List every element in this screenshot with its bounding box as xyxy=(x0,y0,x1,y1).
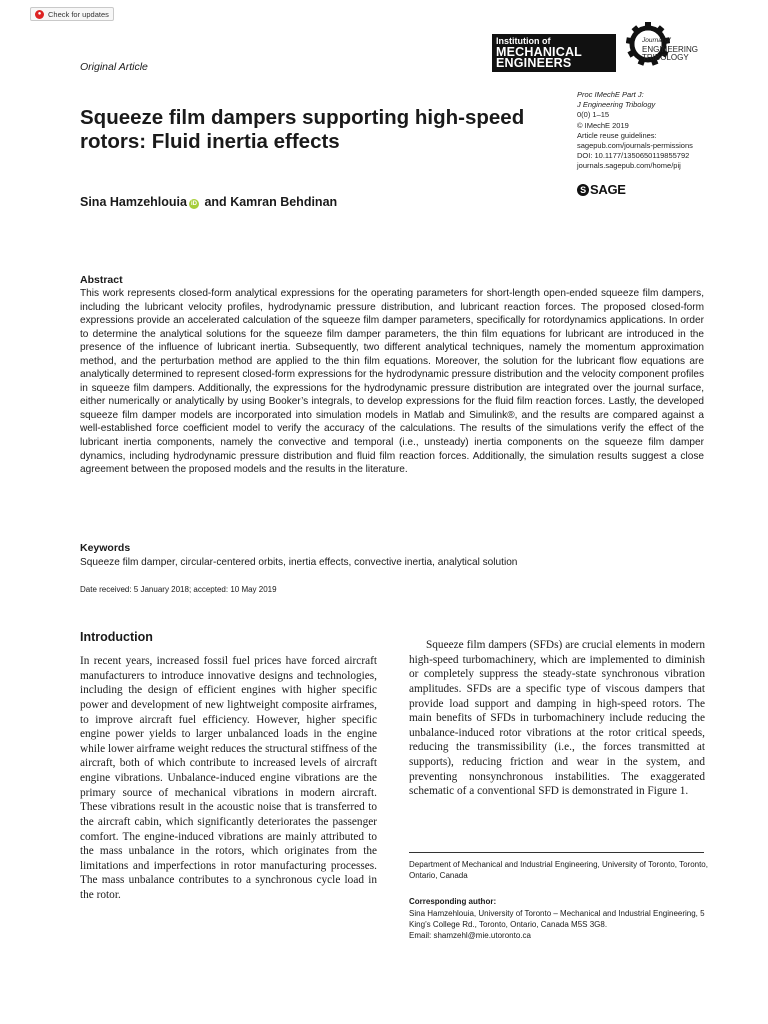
introduction-column-2: Squeeze film dampers (SFDs) are crucial elements in modern high-speed turbomachinery, which are implemented to diminish or completely suppress the steady-state synchronous vibration amplitudes. SFDs are a specific type of viscous dampers that provide load support and damping in high-speed rotors. The main benefits of SFDs in turbomachinery include reducing the unbalance-induced rotor vibrations at the rotor critical speeds, reducing the transmissibility (i.e., the forces transmitted at supports), reducing friction and wear in the system, and preventing nonsynchronous instabilities. The exaggerated schematic of a conventional SFD is demonstrated in Figure 1. xyxy=(409,639,705,798)
corresponding-author-heading: Corresponding author: xyxy=(409,897,497,906)
author-1[interactable]: Sina Hamzehlouia xyxy=(80,195,187,209)
corresponding-author-email[interactable]: Email: shamzehl@mie.utoronto.ca xyxy=(409,931,531,941)
abstract-heading: Abstract xyxy=(80,274,123,286)
corresponding-author-address: Sina Hamzehlouia, University of Toronto – Mechanical and Industrial Engineering, 5 King’s College Rd., Toronto, Ontario, Canada M5S 3G8. xyxy=(409,909,705,930)
abstract-text: This work represents closed-form analytical expressions for the operating parameters for short-length open-ended squeeze film dampers, including the lubricant velocity profiles, hydrodynamic pressure distribution, and lubricant reaction forces. The proposed closed-form expressions provide an accelerated calculation of the squeeze film damper parameters, specifically for rotordynamics applications. In order to determine the analytical solutions for the squeeze film damper parameters, the thin film equations for lubricant are introduced in the presence of the influence of lubricant inertia. Subsequently, two different analytical techniques, namely the momentum approximation method, and the perturbation method are applied to the thin film equations. Moreover, the solution for the lubricant flow equations are analytically determined to represent closed-form expressions for the hydrodynamic pressure distribution and the velocity component profiles in squeeze film dampers. Additionally, the expressions for the hydrodynamic pressure distribution are integrated over the journal surface, either numerically or analytically by using Booker’s integrals, to develop expressions for the fluid film reaction forces. Lastly, the developed squeeze film damper models are incorporated into simulation models in Matlab and Simulink®, and the results are compared against a well-established force coefficient model to verify the accuracy of the calculations. The results of the simulations verify the effect of the lubricant inertia components, namely the convective and temporal (i.e., unsteady) inertia components on the squeeze film damper dynamics, including hydrodynamic pressure distribution and fluid film reaction forces. Additionally, the simulation results suggest a close agreement between the proposed models and the results in the literature. xyxy=(80,288,704,476)
imeche-logo-line2: MECHANICAL xyxy=(496,45,583,59)
keywords-heading: Keywords xyxy=(80,542,131,554)
affiliation: Department of Mechanical and Industrial Engineering, University of Toronto, Toronto, Ontario, Canada xyxy=(409,860,708,881)
journal-logo-line1: Journal of xyxy=(642,37,671,44)
reuse-link[interactable]: sagepub.com/journals-permissions xyxy=(577,141,693,151)
imeche-logo xyxy=(492,34,616,72)
journal-logo xyxy=(642,37,698,63)
update-icon: ● xyxy=(35,10,44,19)
introduction-column-1: In recent years, increased fossil fuel prices have forced aircraft manufacturers to introduce innovative designs and technologies, including the design of efficient engines with higher specific power and development of new lightweight composite airframes, to improve aircraft fuel efficiency. However, higher specific engine power yields to larger unbalanced loads in the engine while lower airframe weight reduces the structural stiffness of the aircraft, both of which contribute to increased levels of aircraft engine vibrations. Unbalance-induced engine vibrations are the primary source of mechanical vibrations in modern aircraft. These vibrations result in the acoustic noise that is transferred to the aircraft cabin, which significantly deteriorates the passenger comfort. The engine-induced vibrations are mainly attributed to the mass unbalance in the rotors, which originates from the limitations and imperfections in rotor manufacturing processes. The mass unbalance contributes to a synchronous cycle load in the rotor. xyxy=(80,655,377,901)
author-connector: and xyxy=(204,195,227,209)
corresponding-author xyxy=(409,908,709,942)
reuse-guidelines: Article reuse guidelines: xyxy=(577,130,657,140)
journal-name-line1: Proc IMechE Part J: xyxy=(577,90,644,99)
journal-link[interactable]: journals.sagepub.com/home/pij xyxy=(577,161,681,171)
sage-s-icon: S xyxy=(577,184,589,196)
journal-name-line2: J Engineering Tribology xyxy=(577,100,656,110)
article-title: Squeeze film dampers supporting high-speed rotors: Fluid inertia effects xyxy=(80,106,525,153)
journal-logo-line2: ENGINEERING xyxy=(642,44,699,54)
imeche-logo-line3: ENGINEERS xyxy=(496,56,572,70)
author-2[interactable]: Kamran Behdinan xyxy=(230,195,338,209)
sage-logo-text: SAGE xyxy=(590,182,626,197)
check-updates-label: Check for updates xyxy=(48,10,109,19)
keywords-text: Squeeze film damper, circular-centered orbits, inertia effects, convective inertia, analytical solution xyxy=(80,557,518,568)
sage-logo xyxy=(577,182,626,197)
received-dates: Date received: 5 January 2018; accepted: 10 May 2019 xyxy=(80,585,277,594)
volume-pages: 0(0) 1–15 xyxy=(577,110,610,120)
introduction-heading: Introduction xyxy=(80,630,153,644)
check-for-updates-badge[interactable] xyxy=(30,7,114,21)
authors xyxy=(80,195,337,209)
publication-info xyxy=(577,90,747,172)
journal-logo-line3: TRIBOLOGY xyxy=(642,53,689,62)
footnote-divider xyxy=(409,852,704,853)
copyright: © IMechE 2019 xyxy=(577,120,629,130)
article-type: Original Article xyxy=(80,61,148,73)
orcid-icon[interactable]: iD xyxy=(190,201,197,207)
imeche-logo-line1: Institution of xyxy=(496,36,551,46)
doi[interactable]: DOI: 10.1177/1350650119855792 xyxy=(577,151,690,161)
